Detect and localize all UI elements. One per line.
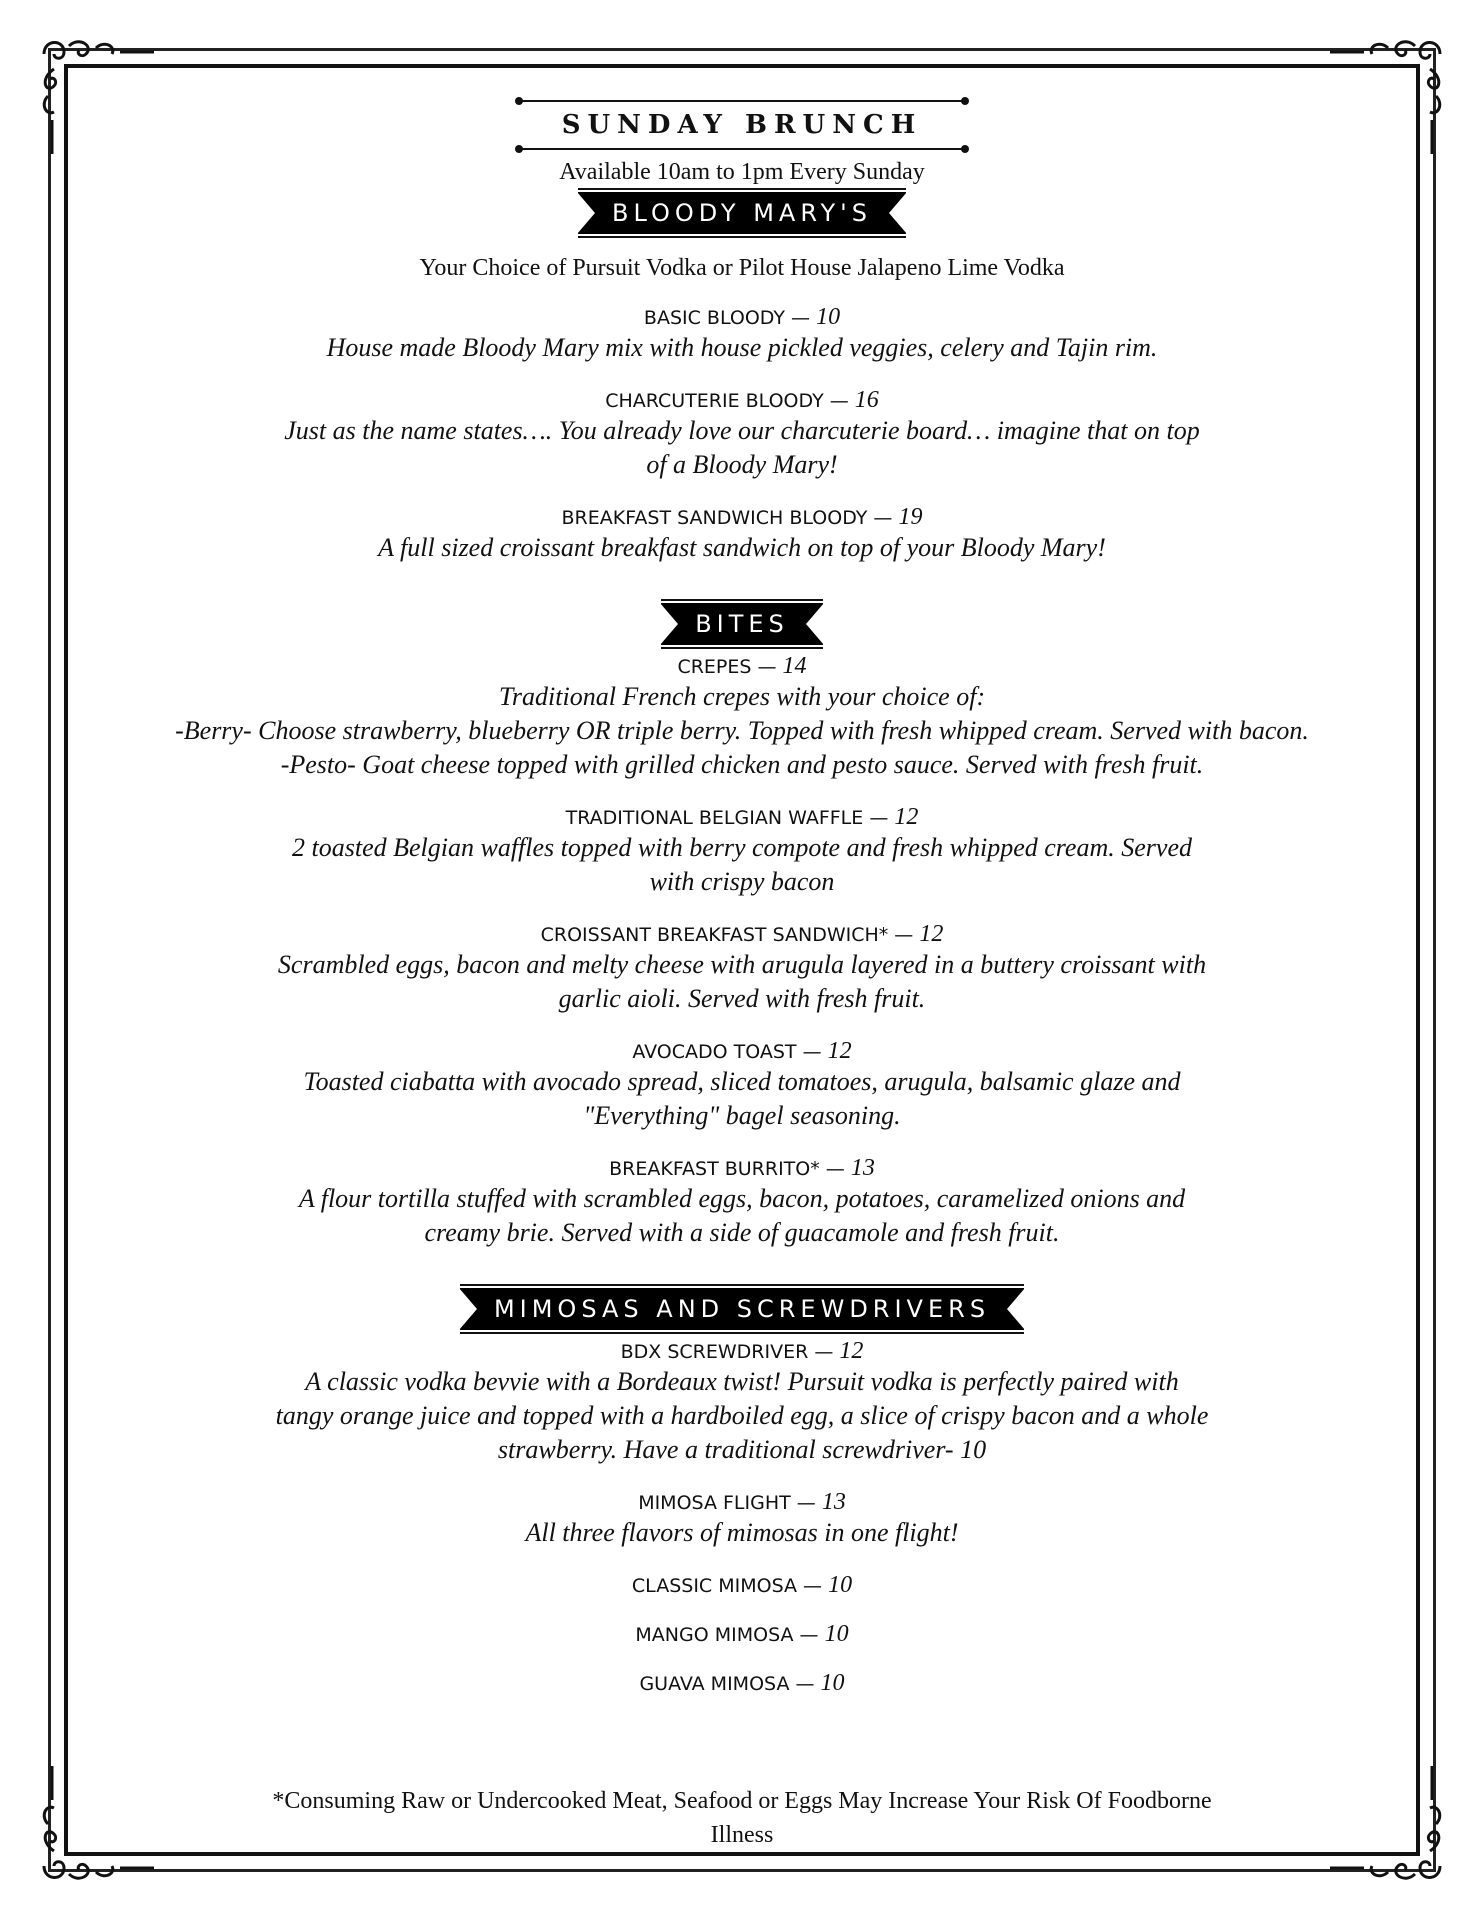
section-banner-label: MIMOSAS AND SCREWDRIVERS <box>460 1288 1024 1330</box>
section-mimosas-and-screwdrivers <box>68 1284 1416 1697</box>
section-banner-label: BITES <box>661 603 823 645</box>
menu-item: MANGO MIMOSA — 10 <box>635 1621 849 1647</box>
title-rule <box>519 100 965 102</box>
item-description: All three flavors of mimosas in one flight! <box>525 1518 959 1547</box>
item-price: 12 <box>894 804 919 830</box>
item-description: Just as the name states…. You already love our charcuterie board… imagine that on top of a Bloody Mary! <box>284 416 1200 479</box>
menu-title-block <box>519 88 965 150</box>
section-bites <box>68 599 1416 1250</box>
item-name: TRADITIONAL BELGIAN WAFFLE <box>565 807 864 829</box>
corner-ornament-icon <box>1320 1756 1460 1896</box>
section-banner <box>661 599 823 649</box>
item-description: 2 toasted Belgian waffles topped with berry compote and fresh whipped cream. Served with crispy bacon <box>292 833 1192 896</box>
menu-item: TRADITIONAL BELGIAN WAFFLE — 12 2 toasted Belgian waffles topped with berry compote and fresh whipped cream. Served with crispy bacon <box>68 804 1416 899</box>
item-description: A flour tortilla stuffed with scrambled eggs, bacon, potatoes, caramelized onions and creamy brie. Served with a side of guacamole and fresh fruit. <box>298 1184 1186 1247</box>
item-name: BREAKFAST SANDWICH BLOODY <box>561 507 868 529</box>
menu-item: GUAVA MIMOSA — 10 <box>639 1670 845 1696</box>
item-name: CREPES <box>677 656 752 678</box>
menu-item: CLASSIC MIMOSA — 10 <box>631 1572 853 1598</box>
menu-item: MIMOSA FLIGHT — 13 All three flavors of mimosas in one flight! <box>68 1489 1416 1550</box>
item-name: AVOCADO TOAST <box>632 1041 797 1063</box>
item-description: House made Bloody Mary mix with house pickled veggies, celery and Tajin rim. <box>326 333 1158 362</box>
item-name: MANGO MIMOSA <box>635 1624 794 1646</box>
item-description: A classic vodka bevvie with a Bordeaux twist! Pursuit vodka is perfectly paired with tangy orange juice and topped with a hardboiled egg, a slice of crispy bacon and a whole strawberry. Have a traditional screwdriver- 10 <box>275 1367 1209 1464</box>
menu-item: CREPES — 14 Traditional French crepes with your choice of: -Berry- Choose strawberry, blueberry OR triple berry. Topped with fresh whipped cream. Served with bacon. -Pesto- Goat cheese topped with grilled chicken and pesto sauce. Served with fresh fruit. <box>68 653 1416 782</box>
section-banner <box>460 1284 1024 1334</box>
item-description: Traditional French crepes with your choice of: -Berry- Choose strawberry, blueberry OR triple berry. Topped with fresh whipped cream. Served with bacon. -Pesto- Goat cheese topped with grilled chicken and pesto sauce. Served with fresh fruit. <box>175 682 1309 779</box>
item-price: 13 <box>821 1489 846 1515</box>
item-name: MIMOSA FLIGHT <box>638 1492 791 1514</box>
item-description: Scrambled eggs, bacon and melty cheese with arugula layered in a buttery croissant with garlic aioli. Served with fresh fruit. <box>277 950 1207 1013</box>
item-price: 12 <box>919 921 944 947</box>
menu-item: BDX SCREWDRIVER — 12 A classic vodka bevvie with a Bordeaux twist! Pursuit vodka is perfectly paired with tangy orange juice and topped with a hardboiled egg, a slice of crispy bacon and a whole strawberry. Have a traditional screwdriver- 10 <box>68 1338 1416 1467</box>
item-price: 10 <box>820 1670 845 1696</box>
item-price: 12 <box>827 1038 852 1064</box>
item-price: 19 <box>898 504 923 530</box>
food-safety-disclaimer: *Consuming Raw or Undercooked Meat, Seafood or Eggs May Increase Your Risk Of Foodborne Illness <box>272 1788 1212 1848</box>
menu-item: BREAKFAST SANDWICH BLOODY — 19 A full sized croissant breakfast sandwich on top of your Bloody Mary! <box>68 504 1416 565</box>
item-name: BDX SCREWDRIVER <box>620 1341 809 1363</box>
item-price: 10 <box>816 304 841 330</box>
menu-subtitle: Available 10am to 1pm Every Sunday <box>559 159 925 185</box>
menu-item: BASIC BLOODY — 10 House made Bloody Mary mix with house pickled veggies, celery and Tajin rim. <box>68 304 1416 365</box>
item-name: CROISSANT BREAKFAST SANDWICH* <box>540 924 889 946</box>
item-price: 10 <box>824 1621 849 1647</box>
item-description: Toasted ciabatta with avocado spread, sliced tomatoes, arugula, balsamic glaze and "Everything" bagel seasoning. <box>303 1067 1181 1130</box>
item-description: A full sized croissant breakfast sandwich on top of your Bloody Mary! <box>378 533 1106 562</box>
item-price: 16 <box>854 387 879 413</box>
corner-ornament-icon <box>24 1756 164 1896</box>
item-price: 12 <box>839 1338 864 1364</box>
menu-item: CROISSANT BREAKFAST SANDWICH* — 12 Scrambled eggs, bacon and melty cheese with arugula layered in a buttery croissant with garlic aioli. Served with fresh fruit. <box>68 921 1416 1016</box>
item-name: BREAKFAST BURRITO* <box>609 1158 820 1180</box>
item-price: 13 <box>850 1155 875 1181</box>
section-banner-label: BLOODY MARY'S <box>578 192 906 234</box>
item-name: CHARCUTERIE BLOODY <box>605 390 824 412</box>
menu-item: BREAKFAST BURRITO* — 13 A flour tortilla stuffed with scrambled eggs, bacon, potatoes, caramelized onions and creamy brie. Served with a side of guacamole and fresh fruit. <box>68 1155 1416 1250</box>
item-name: CLASSIC MIMOSA <box>631 1575 797 1597</box>
section-banner <box>578 188 906 238</box>
menu-content <box>68 80 1416 1697</box>
menu-item: CHARCUTERIE BLOODY — 16 Just as the name states…. You already love our charcuterie board… imagine that on top of a Bloody Mary! <box>68 387 1416 482</box>
item-price: 14 <box>782 653 807 679</box>
item-name: GUAVA MIMOSA <box>639 1673 790 1695</box>
item-name: BASIC BLOODY <box>643 307 785 329</box>
section-note: Your Choice of Pursuit Vodka or Pilot House Jalapeno Lime Vodka <box>419 255 1065 281</box>
menu-title: SUNDAY BRUNCH <box>561 110 923 140</box>
section-bloody-marys <box>68 188 1416 565</box>
menu-item: AVOCADO TOAST — 12 Toasted ciabatta with avocado spread, sliced tomatoes, arugula, balsamic glaze and "Everything" bagel seasoning. <box>68 1038 1416 1133</box>
title-rule <box>519 148 965 150</box>
item-price: 10 <box>828 1572 853 1598</box>
